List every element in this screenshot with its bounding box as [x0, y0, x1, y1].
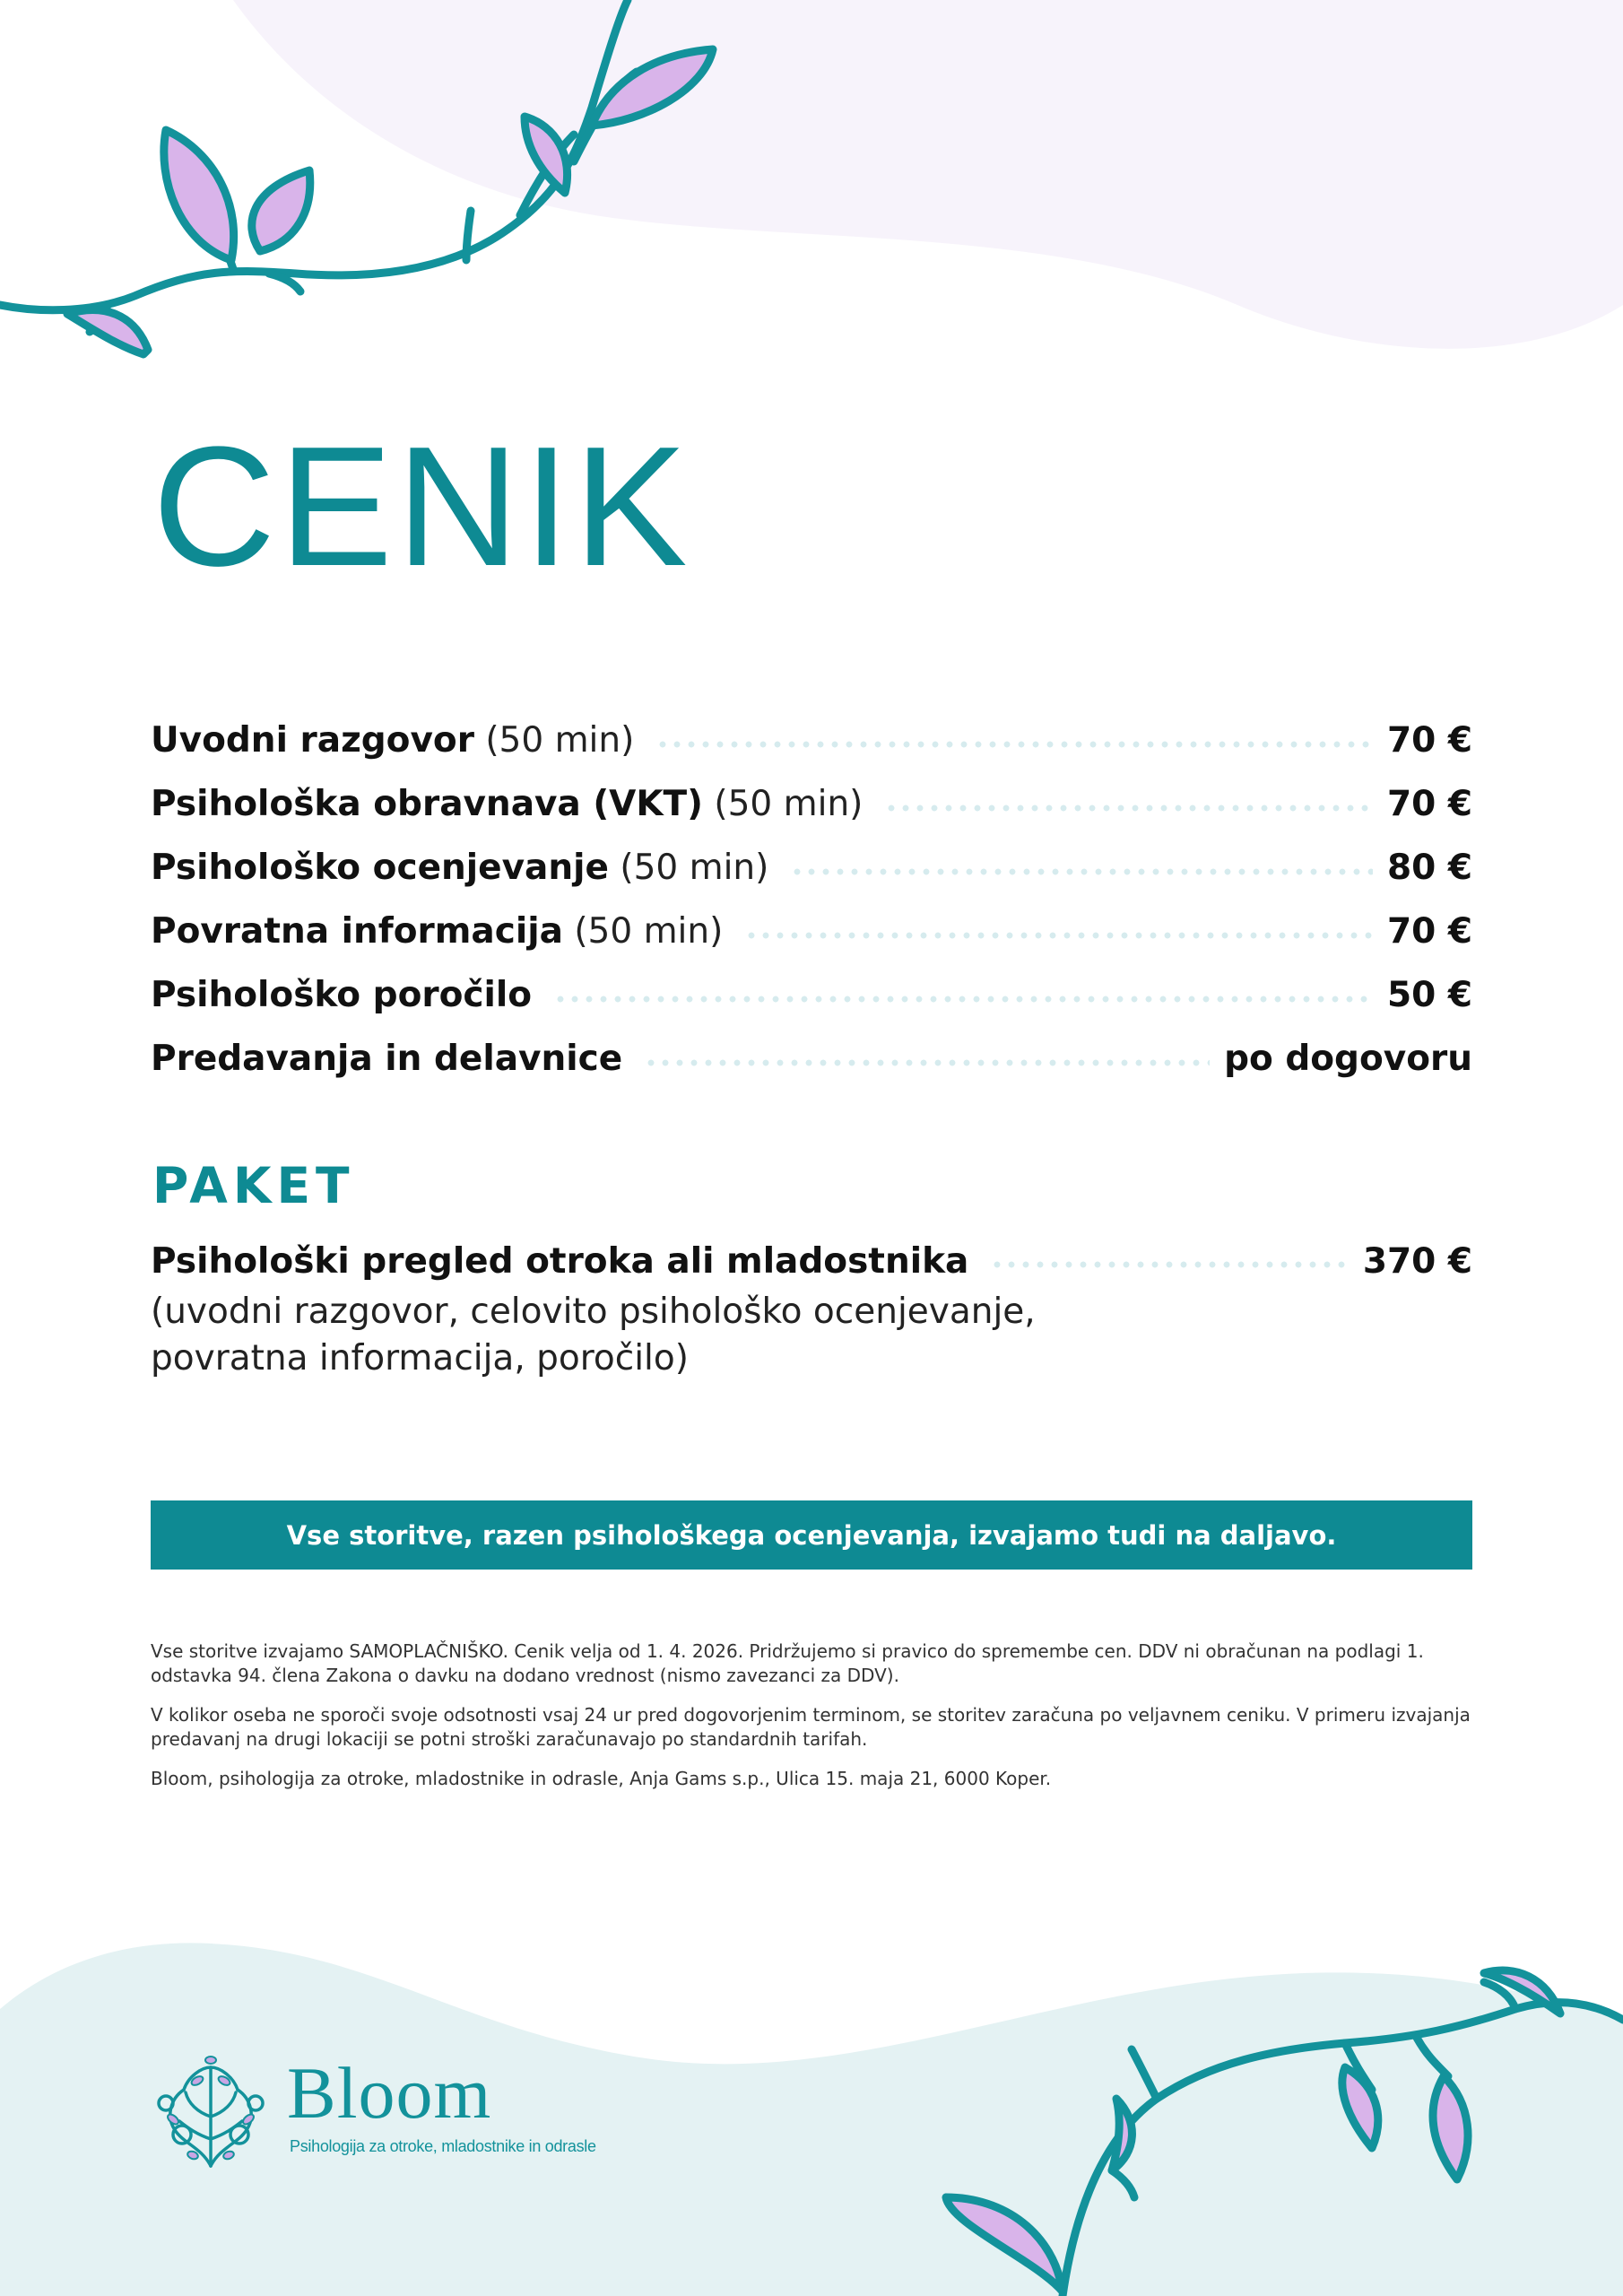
dot-leader [744, 932, 1373, 939]
fine-print-paragraph: Vse storitve izvajamo SAMOPLAČNIŠKO. Cenik velja od 1. 4. 2026. Pridržujemo si pravico do spremembe cen. DDV ni obračunan na podlagi 1. odstavka 94. člena Zakona o davku na dodano vrednost (nismo zavezanci za DDV). [151, 1640, 1424, 1686]
service-name: Povratna informacija [151, 911, 563, 952]
bloom-logo [148, 2049, 596, 2184]
paket-price: 370 € [1362, 1240, 1472, 1282]
price-row [151, 772, 1472, 836]
service-name: Predavanja in delavnice [151, 1039, 623, 1079]
service-name: Psihološka obravnava (VKT) [151, 784, 703, 824]
price-row [151, 900, 1472, 963]
service-duration: (50 min) [574, 911, 724, 952]
service-name: Psihološko ocenjevanje [151, 848, 609, 888]
dot-leader [990, 1261, 1349, 1268]
service-price: 70 € [1387, 784, 1472, 824]
remote-services-banner: Vse storitve, razen psihološkega ocenjevanja, izvajamo tudi na daljavo. [151, 1500, 1472, 1570]
paket-section [151, 1233, 1472, 1382]
fine-print-paragraph: V kolikor oseba ne sporoči svoje odsotnosti vsaj 24 ur pred dogovorjenim terminom, se storitev zaračuna po veljavnem ceniku. V primeru izvajanja predavanj na drugi lokaciji se potni stroški zaračunavajo po standardnih tarifah. [151, 1704, 1471, 1750]
service-duration: (50 min) [714, 784, 864, 824]
paket-name: Psihološki pregled otroka ali mladostnika [151, 1240, 969, 1282]
service-price: 50 € [1387, 975, 1472, 1015]
paket-row [151, 1233, 1472, 1289]
fine-print-paragraph: Bloom, psihologija za otroke, mladostnike in odrasle, Anja Gams s.p., Ulica 15. maja 21, 6000 Koper. [151, 1768, 1052, 1789]
price-row [151, 963, 1472, 1027]
paket-heading: PAKET [152, 1157, 355, 1214]
dot-leader [884, 804, 1373, 812]
page-title: CENIK [152, 412, 691, 602]
logo-wordmark: Bloom [287, 2052, 492, 2134]
service-price: 80 € [1387, 848, 1472, 888]
bloom-tree-icon [148, 2049, 273, 2175]
service-price: po dogovoru [1224, 1039, 1472, 1079]
dot-leader [553, 996, 1373, 1003]
fine-print [151, 1639, 1472, 1806]
price-row [151, 836, 1472, 900]
service-name: Uvodni razgovor [151, 720, 474, 761]
logo-tagline: Psihologija za otroke, mladostnike in odrasle [290, 2137, 596, 2155]
price-row [151, 709, 1472, 772]
service-name: Psihološko poročilo [151, 975, 533, 1015]
service-duration: (50 min) [485, 720, 635, 761]
service-price: 70 € [1387, 720, 1472, 761]
service-duration: (50 min) [620, 848, 769, 888]
paket-description-line: povratna informacija, poročilo) [151, 1338, 689, 1378]
dot-leader [644, 1059, 1210, 1066]
paket-description [151, 1289, 1472, 1382]
paket-description-line: (uvodni razgovor, celovito psihološko ocenjevanje, [151, 1292, 1036, 1332]
price-list [151, 709, 1472, 1091]
dot-leader [655, 741, 1373, 748]
dot-leader [790, 868, 1373, 875]
service-price: 70 € [1387, 911, 1472, 952]
price-row [151, 1027, 1472, 1091]
